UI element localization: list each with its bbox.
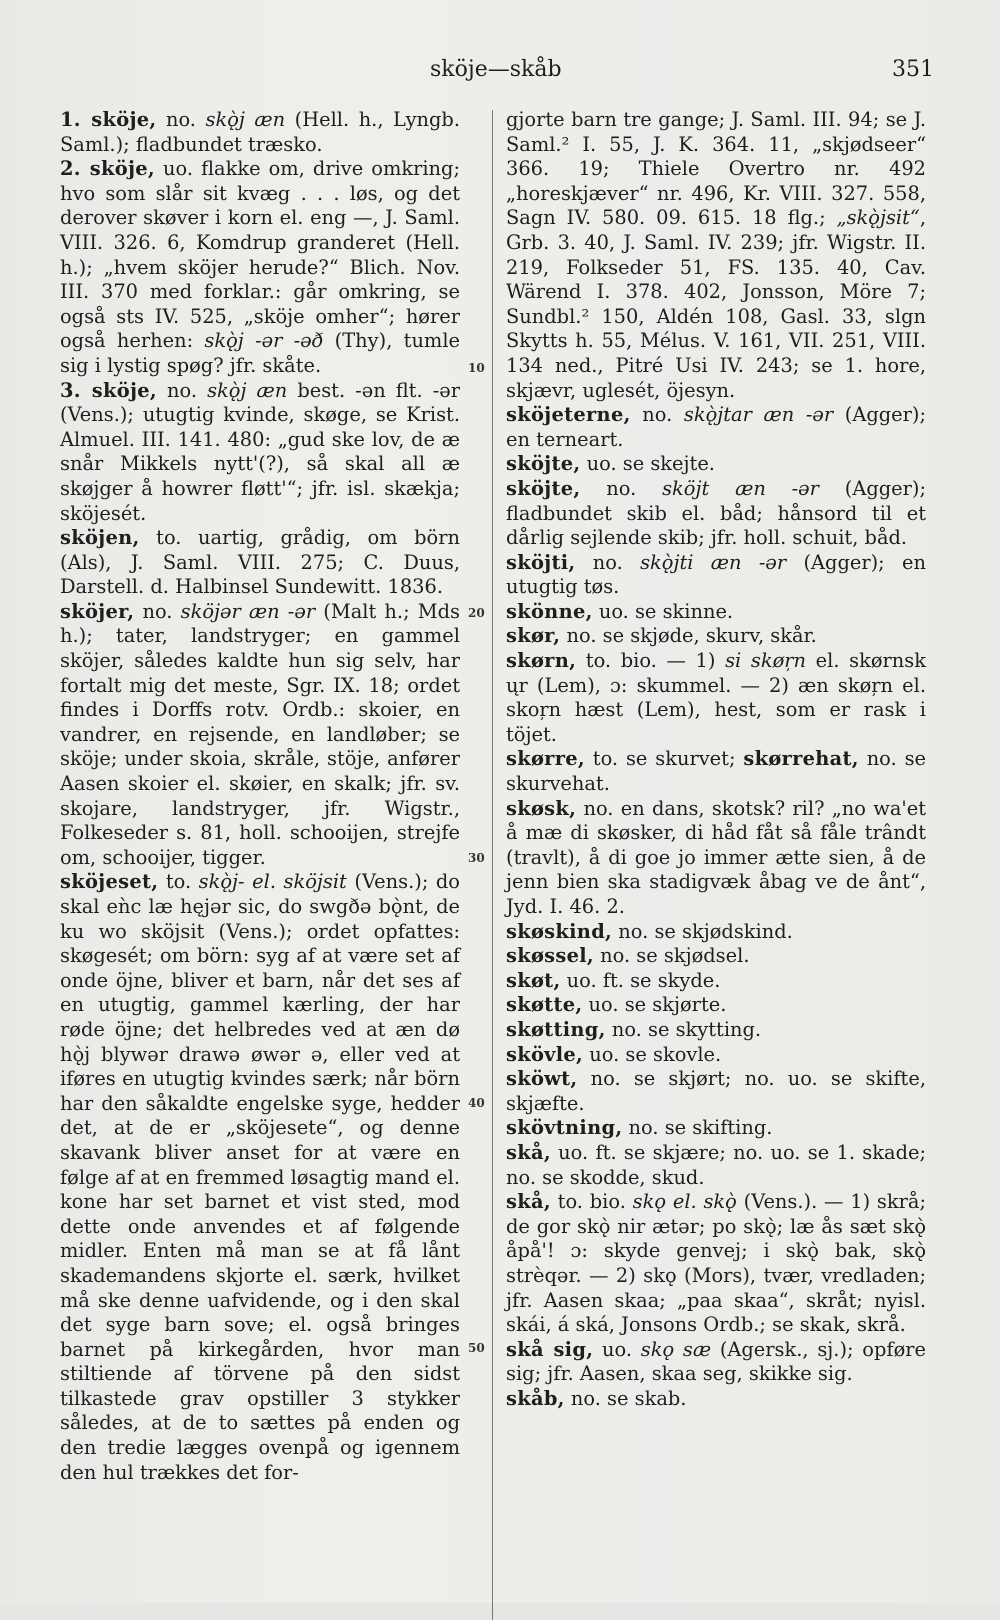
headword: sköwt, [506,1067,578,1091]
dictionary-entry [506,1338,926,1387]
entry-text: to. bio. [550,1190,633,1214]
entry-form: skǫ̀jti æn -ər [640,550,787,574]
dictionary-entry [506,1043,926,1068]
headword: skøssel, [506,944,594,968]
running-title: sköje—skåb [430,57,562,82]
dictionary-entry [506,452,926,477]
headword: skå, [506,1190,551,1214]
entry-form: sköjər æn -ər [180,599,316,623]
dictionary-entry [506,1018,926,1043]
entry-form: „skǫ̀jsit“ [836,206,920,230]
entry-form: skǫ̀j æn [207,378,288,402]
headword: skøt, [506,968,561,992]
headword: skøtte, [506,993,583,1017]
headword: sköjen, [60,526,140,550]
dictionary-entry [506,920,926,945]
headword: skørre, [506,747,585,771]
headword: skørn, [506,649,577,673]
left-column [60,108,460,1485]
headword: sköjti, [506,550,576,574]
entry-text: uo. ft. se skjære; no. uo. se 1. skade; no. se skodde, skud. [506,1140,926,1189]
headword: skövle, [506,1042,584,1066]
dictionary-entry [506,551,926,600]
entry-text: to. se skurvet; [584,747,744,771]
headword: skør, [506,624,561,648]
entry-text: (Thy), tumle sig i lystig spøg? jfr. skåte. [60,329,460,377]
entry-form: skǫ̀j- el. sköjsit [198,870,347,894]
entry-text: (Vens.). — 1) skrå; de gor skǫ̀ nir ætər; po skǫ̀; læ ås sæt skǫ̀ åpå'! ɔ: skyde genvej; i skǫ̀ bak, skǫ̀ strèqər. — 2) skǫ (Mors), tvær, vredladen; jfr. Aasen skaa; „paa skaa“, skråt; nyisl. skái, á ská, Jonsons Ordb.; se skak, skrå. [506,1190,926,1337]
entry-text: (Agger); en terneart. [506,403,926,451]
dictionary-entry [506,108,926,403]
headword: skøtting, [506,1017,606,1041]
dictionary-entry [506,797,926,920]
headword: 3. sköje, [60,378,157,402]
entry-text: uo. [593,1337,641,1361]
headword: skönne, [506,599,593,623]
entry-text: no. [580,476,663,500]
dictionary-entry [506,747,926,796]
dictionary-entry [60,108,460,157]
dictionary-entry [506,624,926,649]
entry-text: no. [156,378,208,402]
entry-text: best. -ən flt. -ər (Vens.); utugtig kvinde, skøge, se Krist. Almuel. III. 141. 480: „gud ske lov, de æ snår Mikkels nytt'(?), så skal all æ skøjger å howrer fløtt'“; jfr. isl. skækja; sköjesét. [60,378,460,525]
entry-text: uo. ft. se skyde. [560,968,721,992]
entry-text: (Agger); fladbundet skib el. båd; hånsord til et dårlig sejlende skib; jfr. holl. schuit, båd. [506,476,926,550]
entry-text: (Agger); en utugtig tøs. [506,550,926,599]
entry-text: no. se skifting. [622,1116,773,1140]
dictionary-entry [506,1190,926,1338]
line-number: 20 [468,606,485,620]
entry-form: skǫ̀j æn [205,108,286,131]
column-rule [492,110,493,1620]
dictionary-entry [60,600,460,871]
entry-text: no. [630,403,684,427]
dictionary-entry [60,870,460,1485]
dictionary-entry [506,993,926,1018]
entry-text: no. se skjødsel. [593,944,750,968]
entry-text: no. [156,108,206,131]
dictionary-entry [506,600,926,625]
dictionary-entry [506,477,926,551]
dictionary-entry [506,649,926,747]
entry-text: no. se skytting. [605,1017,762,1041]
dictionary-entry [60,379,460,527]
headword: skåb, [506,1386,565,1410]
dictionary-entry [60,157,460,378]
entry-text: gjorte barn tre gange; J. Saml. III. 94; se J. Saml.² I. 55, J. K. 364. 11, „skjødseer“ 366. 19; Thiele Overtro nr. 492 „horeskjæver“ nr. 496, Kr. VIII. 327. 558, Sagn IV. 580. 09. 615. 18 flg.; [506,108,926,230]
entry-text: uo. se skejte. [580,452,715,476]
entry-form: sköjt æn -ər [662,476,819,500]
entry-text: no. se skjøde, skurv, skår. [560,624,817,648]
entry-text: uo. se skovle. [583,1042,722,1066]
entry-text: no. se skjødskind. [612,919,793,943]
entry-form: skǫ el. skǫ̀ [632,1190,737,1214]
entry-form: skǫ sæ [640,1337,712,1361]
dictionary-entry [506,1067,926,1116]
entry-text: (Hell. h., Lyngb. Saml.); fladbundet træsko. [60,108,460,156]
dictionary-entry [506,1387,926,1412]
entry-form: si skøŗn [725,649,807,673]
headword: skøsk, [506,796,577,820]
entry-text: (Agersk., sj.); opføre sig; jfr. Aasen, skaa seg, skikke sig. [506,1337,926,1386]
right-column [506,108,926,1411]
entry-text: el. skørnsk ųr (Lem), ɔ: skummel. — 2) æn skøŗn el. skoŗn hæst (Lem), hest, som er rask i töjet. [506,649,926,746]
entry-text: to. uartig, grådig, om börn (Als), J. Saml. VIII. 275; C. Duus, Darstell. d. Halbinsel Sundewitt. 1836. [60,526,460,599]
dictionary-entry [506,1141,926,1190]
headword: sköjte, [506,452,581,476]
line-number: 50 [468,1341,485,1355]
headword: sköjeterne, [506,403,631,427]
dictionary-entry [506,403,926,452]
dictionary-entry [506,944,926,969]
dictionary-entry [506,969,926,994]
entry-text: , Grb. 3. 40, J. Saml. IV. 239; jfr. Wigstr. II. 219, Folkseder 51, FS. 135. 40, Cav. Wärend I. 378. 402, Jonsson, Möre 7; Sundbl.² 150, Aldén 108, Gasl. 33, slgn Skytts h. 55, Mélus. V. 161, VII. 251, VIII. 134 ned., Pitré Usi IV. 243; se 1. hore, skjævr, uglesét, öjesyn. [506,206,926,402]
headword: sköjeset, [60,870,159,894]
entry-text: uo. se skinne. [592,599,734,623]
page-number: 351 [892,57,934,82]
headword: 2. sköje, [60,157,155,181]
headword: 1. sköje, [60,108,157,131]
entry-text: (Vens.); do skal eǹc læ hęjər sic, do swgðə bǫ̀nt, de ku wo sköjsit (Vens.); ordet opfattes: skøgesét; om börn: syg af at være set af onde öjne, bliver et barn, når det ses af en utugtig, gammel kærling, der har røde öjne; det helbredes ved at æn dø hǫ̀j blywər drawə øwər ə, eller ved at iføres en utugtig kvindes særk; når börn har den såkaldte engelske syge, hedder det, at de er „sköjesete“, og denne skavank bliver anset for at være en følge af at en fremmed løsagtig mand el. kone har set barnet et vist sted, mod dette onde anvendes et af følgende midler. Enten må man se at få lånt skademandens skjorte el. særk, hvilket må ske denne uafvidende, og i den skal det syge barn sove; el. også bringes barnet på kirkegården, hvor man stiltiende af törvene på den sidst tilkastede grav opstiller 3 stykker således, at de to sættes på enden og den tredie lægges ovenpå og igennem den hul trækkes det for- [60,870,460,1484]
headword: skå, [506,1140,551,1164]
entry-text: no. en dans, skotsk? ril? „no wa'et å mæ di skøsker, di håd fåt så fåle trândt (travlt), å di goe jo immer ætte sien, å de jenn bien ska stadigvæk åbag ve de ånt“, Jyd. I. 46. 2. [506,796,926,918]
headword: skøskind, [506,919,613,943]
dictionary-entry [506,1116,926,1141]
headword: sköjer, [60,599,135,623]
line-number: 30 [468,851,485,865]
entry-text: to. bio. — 1) [576,649,726,673]
entry-text: uo. se skjørte. [582,993,727,1017]
line-number: 10 [468,361,485,375]
entry-text: to. [158,870,199,894]
entry-text: no. se skjørt; no. uo. se skifte, skjæfte. [506,1067,926,1115]
entry-text: no. [134,599,181,623]
entry-text: (Malt h.; Mds h.); tater, landstryger; en gammel sköjer, således kaldte hun sig selv, har fortalt mig det meste, Sgr. IX. 18; ordet findes i Dorffs rotv. Ordb.: skoier, en vandrer, en rejsende, en landløber; se sköje; under skoia, skråle, stöje, anfører Aasen skoier el. skøier, en skalk; jfr. sv. skojare, landstryger, jfr. Wigstr., Folkeseder s. 81, holl. schooijen, strejfe om, schooijer, tigger. [60,599,460,869]
headword: sköjte, [506,476,581,500]
entry-text: no. se skurvehat. [506,747,926,796]
headword: skørrehat, [743,747,859,771]
entry-form: skǫ̀j -ər -əð [204,329,324,353]
entry-form: skǫ̀jtar æn -ər [683,403,834,427]
dictionary-entry [60,526,460,600]
entry-text: no. [575,550,641,574]
headword: skövtning, [506,1116,623,1140]
entry-text: uo. flakke om, drive omkring; hvo som slår sit kvæg . . . løs, og det derover skøver i korn el. eng —, J. Saml. VIII. 326. 6, Komdrup granderet (Hell. h.); „hvem sköjer herude?“ Blich. Nov. III. 370 med forklar.: går omkring, se også sts IV. 525, „sköje omher“; hører også herhen: [60,157,460,353]
line-number: 40 [468,1096,485,1110]
entry-text: no. se skab. [564,1386,687,1410]
headword: skå sig, [506,1337,594,1361]
